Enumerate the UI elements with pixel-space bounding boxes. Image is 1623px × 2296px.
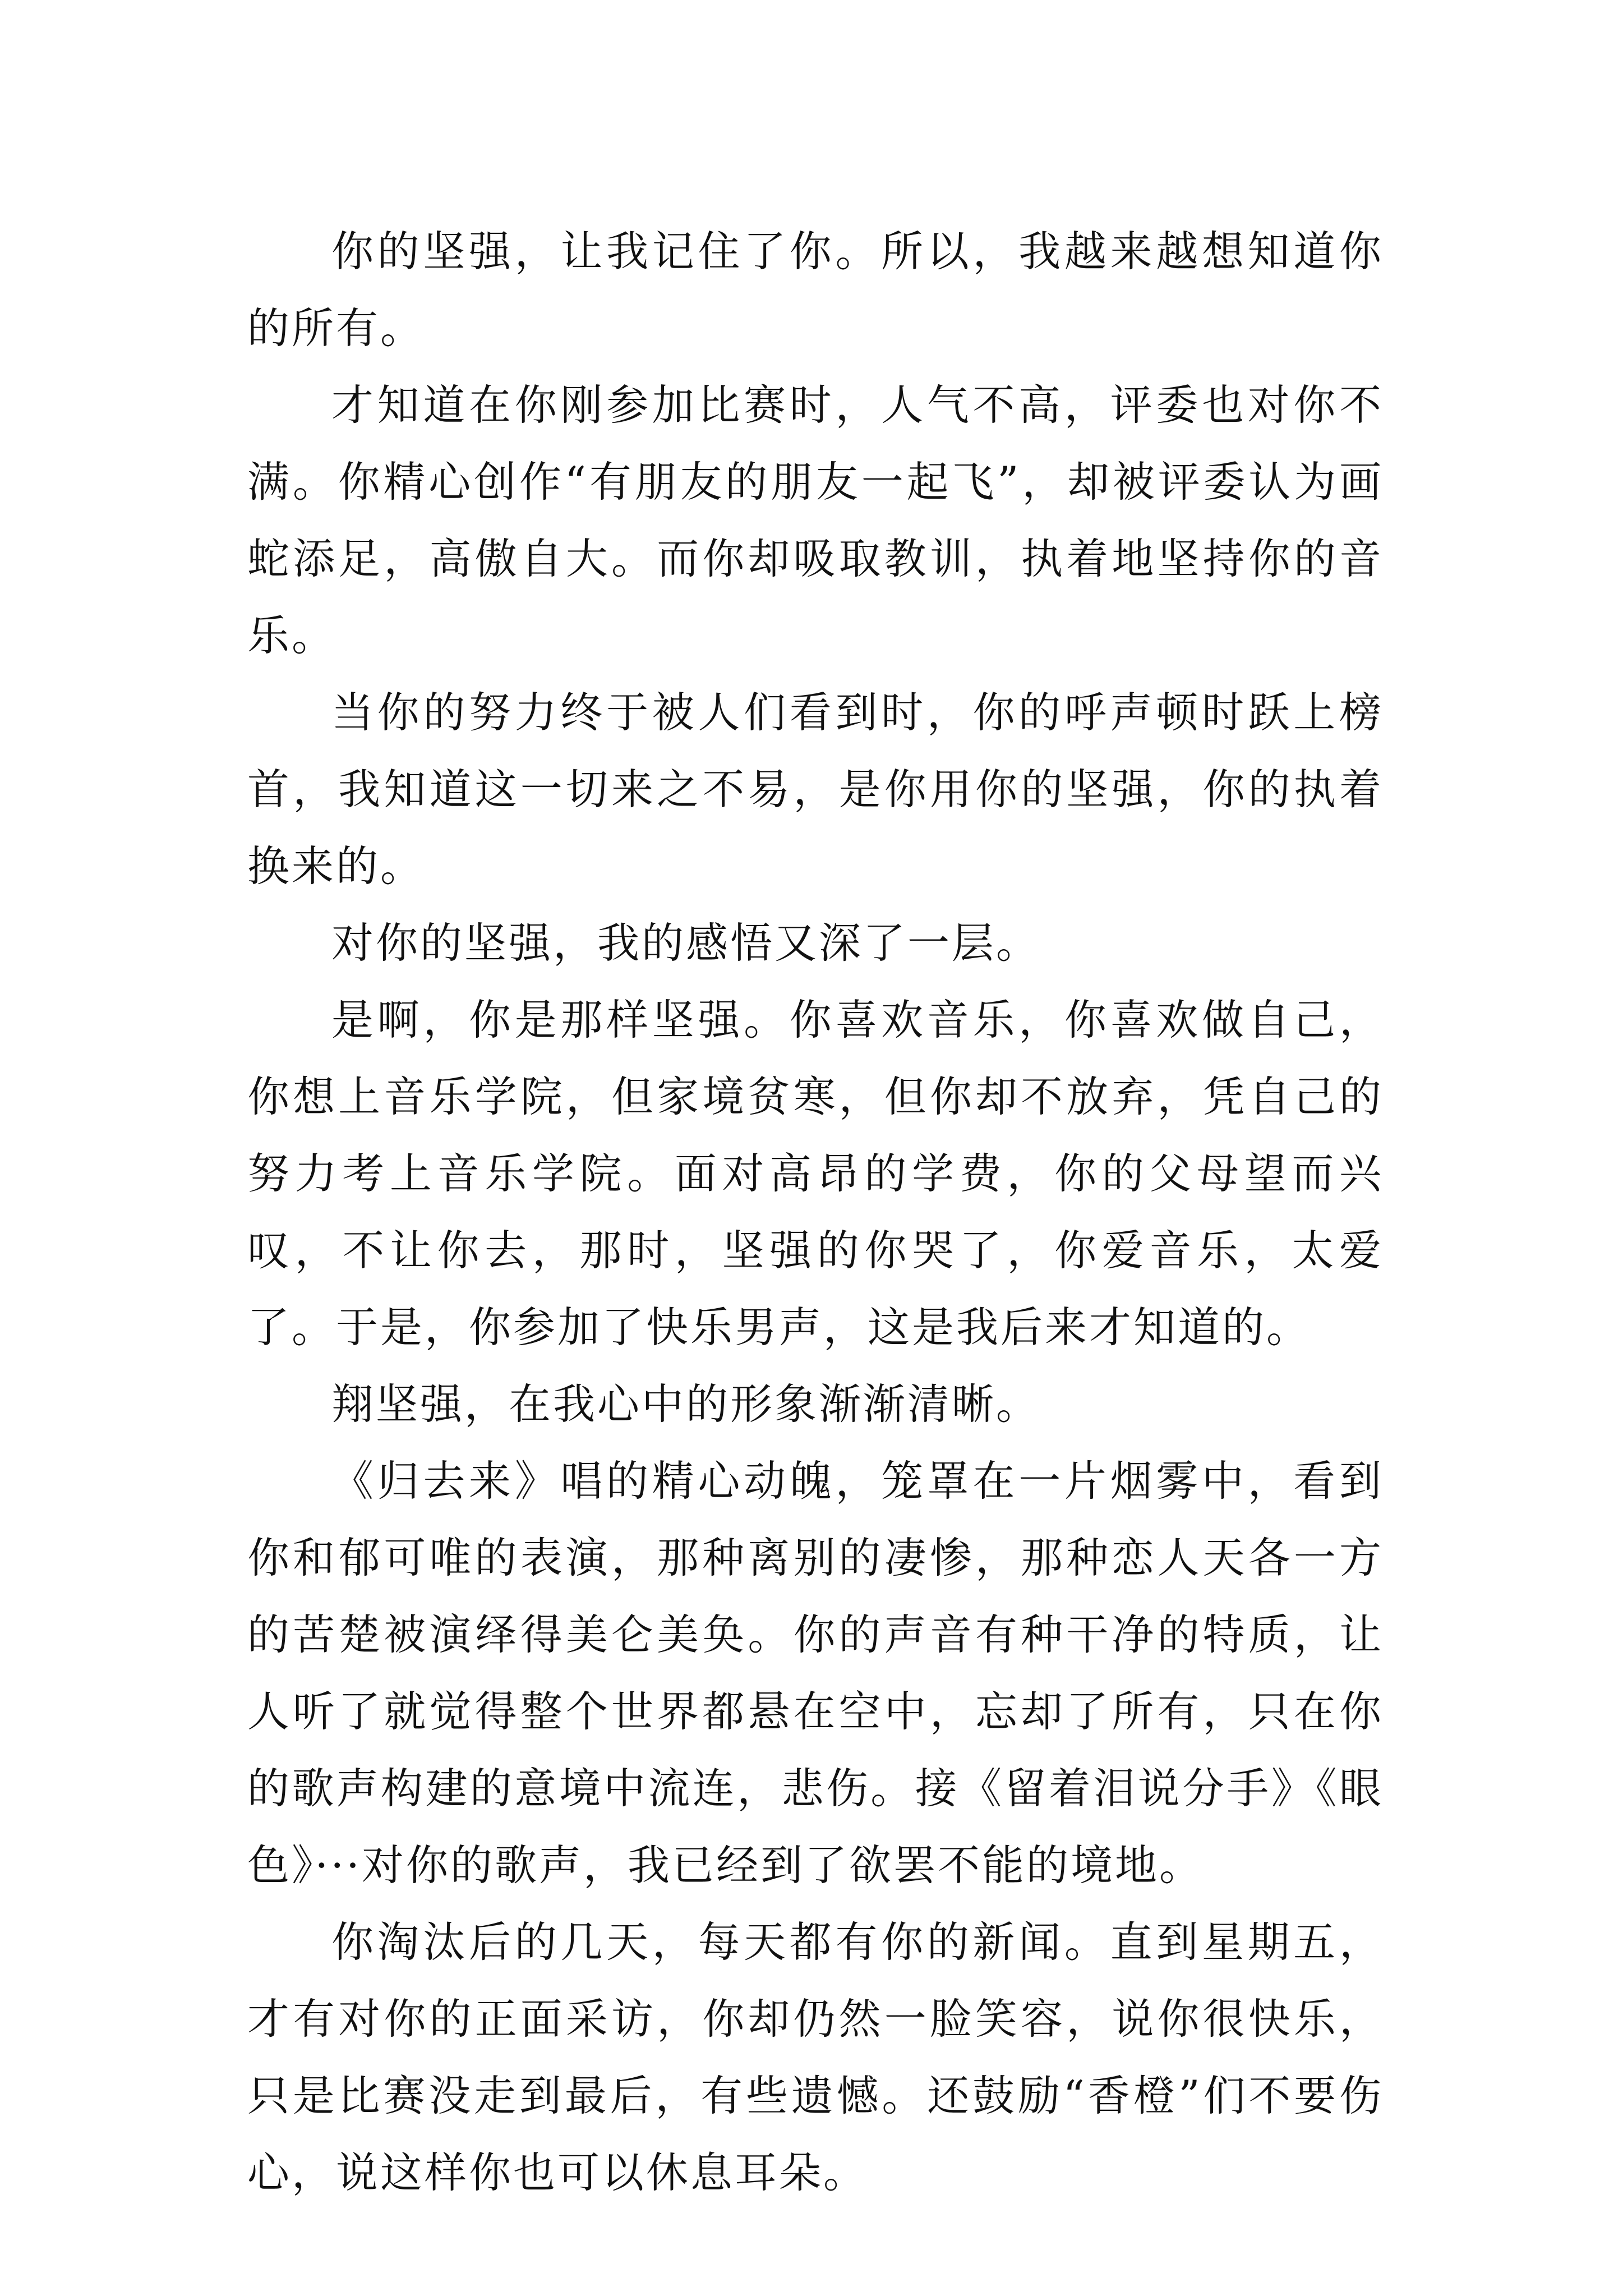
paragraph-6: 翔坚强，在我心中的形象渐渐清晰。 [331,1379,1041,1429]
paragraph-8: 你淘汰后的几天，每天都有你的新闻。直到星期五，才有对你的正面采访，你却仍然一脸笑容，说你很快乐，只是比赛没走到最后，有些遗憾。还鼓励“香橙”们不要伤心，说这样你也可以休息耳朵。 [247,1917,1384,2197]
paragraph-7: 《归去来》唱的精心动魄，笼罩在一片烟雾中，看到你和郁可唯的表演，那种离别的凄惨，那种恋人天各一方的苦楚被演绎得美仑美奂。你的声音有种干净的特质，让人听了就觉得整个世界都悬在空中，忘却了所有，只在你的歌声构建的意境中流连，悲伤。接《留着泪说分手》《眼色》···对你的歌声，我已经到了欲罢不能的境地。 [247,1456,1384,1890]
paragraph-3: 当你的努力终于被人们看到时，你的呼声顿时跃上榜首，我知道这一切来之不易，是你用你的坚强，你的执着换来的。 [247,688,1384,891]
paragraph-4: 对你的坚强，我的感悟又深了一层。 [331,918,1041,968]
paragraph-5: 是啊，你是那样坚强。你喜欢音乐，你喜欢做自己，你想上音乐学院，但家境贫寒，但你却不放弃，凭自己的努力考上音乐学院。面对高昂的学费，你的父母望而兴叹，不让你去，那时，坚强的你哭了，你爱音乐，太爱了。于是，你参加了快乐男声，这是我后来才知道的。 [247,995,1384,1352]
paragraph-2: 才知道在你刚参加比赛时，人气不高，评委也对你不满。你精心创作“有朋友的朋友一起飞”，却被评委认为画蛇添足，高傲自大。而你却吸取教训，执着地坚持你的音乐。 [247,380,1384,660]
paragraph-1: 你的坚强，让我记住了你。所以，我越来越想知道你的所有。 [247,227,1384,353]
document-body [247,213,1384,2211]
